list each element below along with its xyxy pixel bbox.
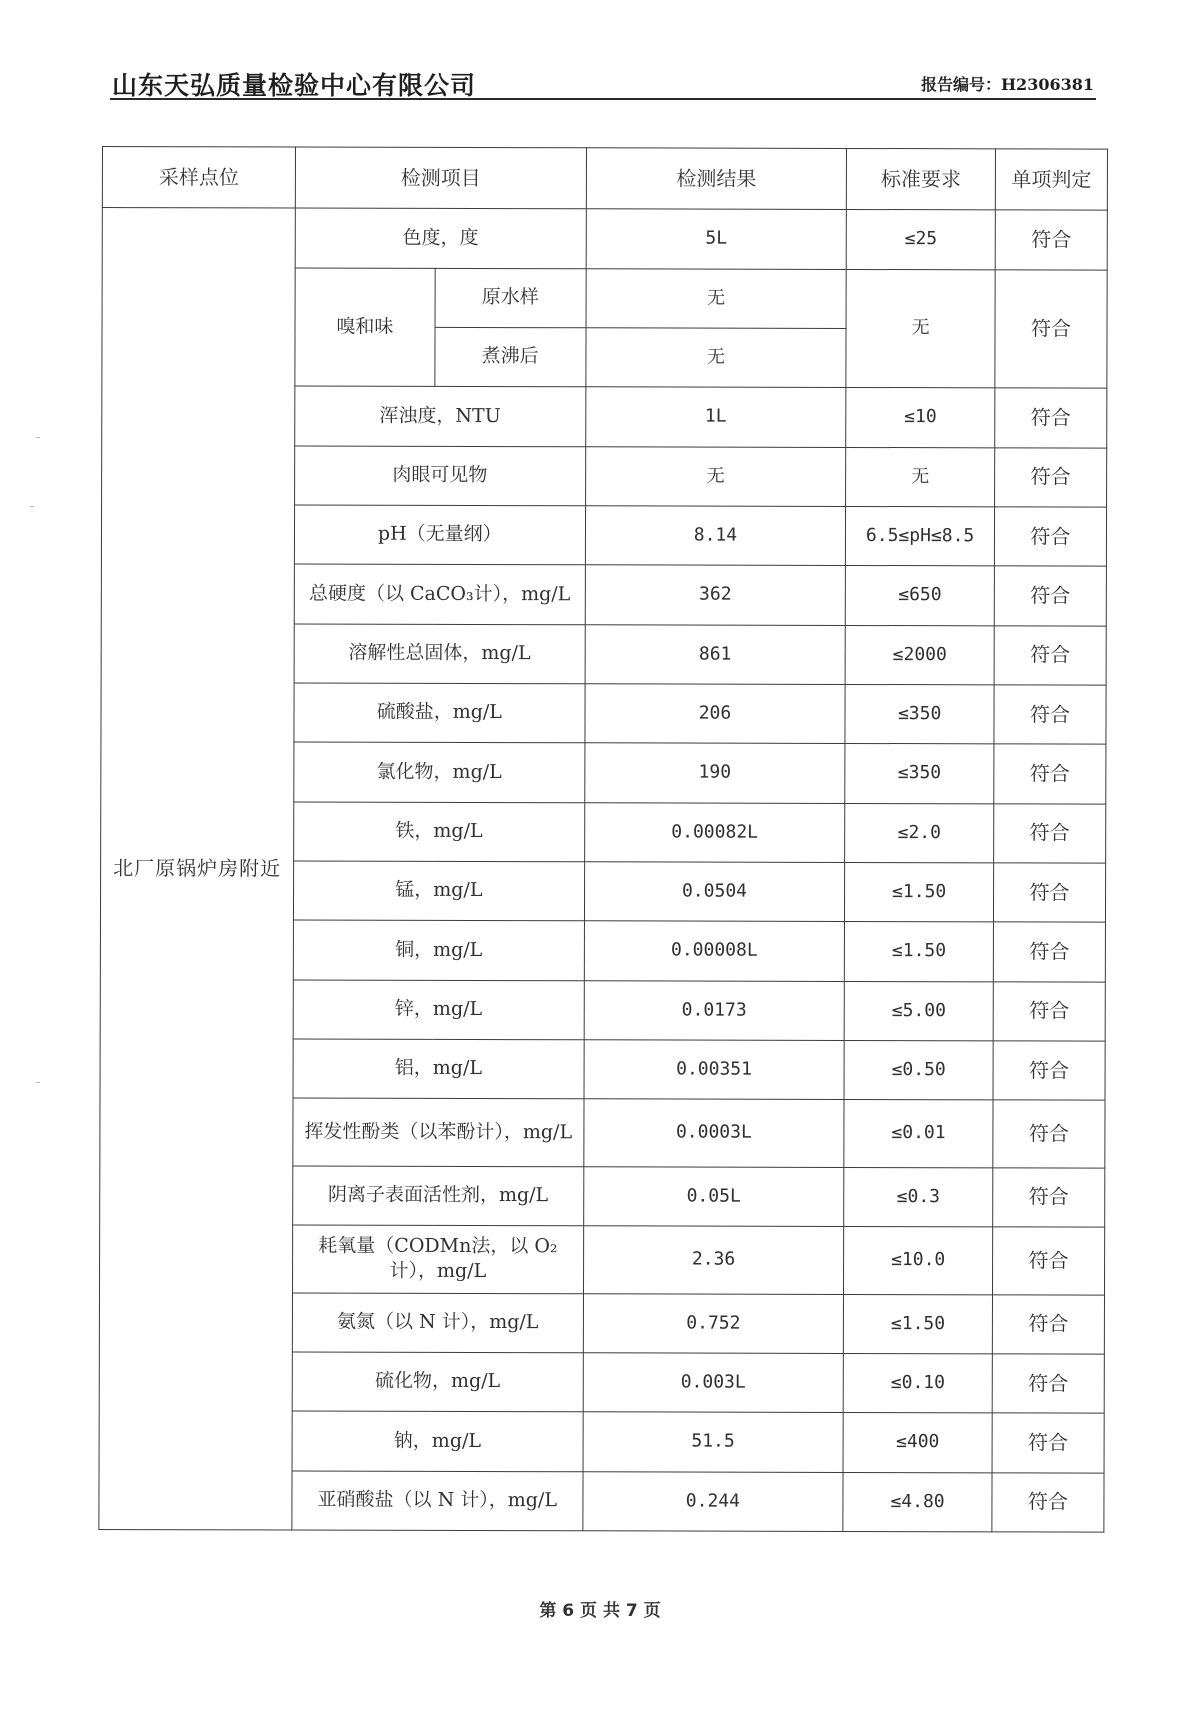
test-result: 362	[585, 565, 846, 625]
judgment: 符合	[993, 922, 1105, 982]
standard-requirement: 无	[846, 447, 995, 507]
standard-requirement: ≤0.50	[844, 1040, 993, 1100]
standard-requirement: ≤650	[846, 566, 995, 626]
judgment: 符合	[995, 210, 1107, 270]
standard-requirement: ≤25	[846, 210, 995, 270]
test-item: 锌，mg/L	[293, 980, 584, 1040]
scan-speck	[36, 437, 40, 438]
judgment: 符合	[993, 863, 1105, 923]
judgment: 符合	[992, 1413, 1104, 1473]
test-item: 铁，mg/L	[294, 802, 585, 862]
test-result: 0.00008L	[584, 921, 845, 981]
test-item: 浑浊度，NTU	[295, 386, 586, 446]
standard-requirement: ≤5.00	[844, 981, 993, 1041]
test-item: 硫酸盐，mg/L	[294, 683, 585, 743]
judgment: 符合	[992, 1294, 1104, 1354]
test-result: 861	[585, 624, 846, 684]
test-result: 2.36	[583, 1226, 844, 1294]
standard-requirement: ≤0.01	[844, 1100, 993, 1168]
test-item: 溶解性总固体，mg/L	[294, 624, 585, 684]
judgment: 符合	[994, 744, 1106, 804]
report-number: 报告编号：H2306381	[920, 75, 1094, 94]
standard-requirement: ≤1.50	[844, 1294, 993, 1354]
column-header-sampling-location: 采样点位	[102, 147, 295, 209]
judgment: 符合	[994, 685, 1106, 745]
standard-requirement: ≤350	[845, 744, 994, 804]
judgment: 符合	[993, 981, 1105, 1041]
test-subitem: 煮沸后	[435, 327, 586, 387]
table-row	[102, 208, 1107, 270]
test-result: 0.00351	[584, 1040, 845, 1100]
judgment: 符合	[993, 1168, 1105, 1228]
judgment: 符合	[994, 803, 1106, 863]
column-header-judgment: 单项判定	[995, 149, 1107, 211]
standard-requirement: ≤0.3	[844, 1167, 993, 1227]
test-subitem: 原水样	[435, 268, 586, 328]
judgment: 符合	[994, 448, 1106, 508]
odor-group-label: 嗅和味	[295, 268, 435, 387]
test-result: 0.0504	[584, 862, 845, 922]
standard-requirement: ≤2000	[845, 625, 994, 685]
test-result: 1L	[585, 387, 846, 447]
judgment: 符合	[995, 270, 1107, 389]
test-item: 锰，mg/L	[293, 861, 584, 921]
company-name: 山东天弘质量检验中心有限公司	[112, 71, 477, 100]
page-footer: 第 6 页 共 7 页	[539, 1601, 661, 1621]
test-item: pH（无量纲）	[294, 505, 585, 565]
test-result: 206	[585, 684, 846, 744]
judgment: 符合	[992, 1472, 1104, 1532]
test-item: 铜，mg/L	[293, 920, 584, 980]
standard-requirement: ≤1.50	[845, 922, 994, 982]
test-result: 0.0003L	[583, 1099, 844, 1167]
test-result: 0.0173	[584, 980, 845, 1040]
judgment: 符合	[993, 1041, 1105, 1101]
test-result: 0.752	[583, 1293, 844, 1353]
test-item: 阴离子表面活性剂，mg/L	[293, 1166, 584, 1226]
standard-requirement: 无	[846, 269, 995, 388]
judgment: 符合	[993, 1100, 1105, 1168]
standard-requirement: ≤1.50	[845, 862, 994, 922]
test-result: 0.05L	[583, 1167, 844, 1227]
test-item: 总硬度（以 CaCO₃计），mg/L	[294, 564, 585, 624]
test-item: 铝，mg/L	[293, 1039, 584, 1099]
test-item: 耗氧量（CODMn法，以 O₂计），mg/L	[292, 1225, 583, 1293]
test-result: 0.003L	[583, 1353, 844, 1413]
test-result: 无	[585, 328, 846, 388]
test-result: 51.5	[583, 1412, 844, 1472]
test-item: 肉眼可见物	[295, 446, 586, 506]
column-header-test-result: 检测结果	[586, 148, 847, 210]
judgment: 符合	[992, 1354, 1104, 1414]
column-header-test-item: 检测项目	[295, 147, 586, 209]
standard-requirement: ≤350	[845, 684, 994, 744]
standard-requirement: ≤0.10	[843, 1353, 992, 1413]
test-item: 亚硝酸盐（以 N 计），mg/L	[292, 1471, 583, 1531]
table-header-row	[102, 147, 1107, 211]
test-result: 8.14	[585, 506, 846, 566]
standard-requirement: ≤2.0	[845, 803, 994, 863]
judgment: 符合	[994, 566, 1106, 626]
judgment: 符合	[994, 626, 1106, 686]
judgment: 符合	[992, 1227, 1104, 1295]
standard-requirement: ≤4.80	[843, 1472, 992, 1532]
column-header-standard-requirement: 标准要求	[847, 148, 996, 210]
test-item: 氯化物，mg/L	[294, 742, 585, 802]
sampling-location: 北厂原锅炉房附近	[99, 208, 295, 1530]
test-result: 0.00082L	[584, 802, 845, 862]
standard-requirement: ≤400	[843, 1413, 992, 1473]
scan-speck	[36, 1082, 40, 1083]
test-results-table	[98, 146, 1108, 1533]
test-item: 硫化物，mg/L	[292, 1352, 583, 1412]
standard-requirement: 6.5≤pH≤8.5	[846, 506, 995, 566]
header-divider	[110, 98, 1096, 100]
test-result: 无	[585, 446, 846, 506]
test-result: 5L	[586, 209, 847, 269]
test-item: 钠，mg/L	[292, 1411, 583, 1471]
test-result: 无	[586, 268, 847, 328]
judgment: 符合	[995, 388, 1107, 448]
judgment: 符合	[994, 507, 1106, 567]
standard-requirement: ≤10.0	[844, 1227, 993, 1295]
test-item: 挥发性酚类（以苯酚计），mg/L	[293, 1098, 584, 1166]
test-item: 色度，度	[295, 208, 586, 268]
results-table-wrapper	[98, 146, 1108, 1533]
scan-speck	[30, 506, 34, 507]
test-result: 0.244	[583, 1471, 844, 1531]
test-result: 190	[584, 743, 845, 803]
test-item: 氨氮（以 N 计），mg/L	[292, 1293, 583, 1353]
standard-requirement: ≤10	[846, 388, 995, 448]
